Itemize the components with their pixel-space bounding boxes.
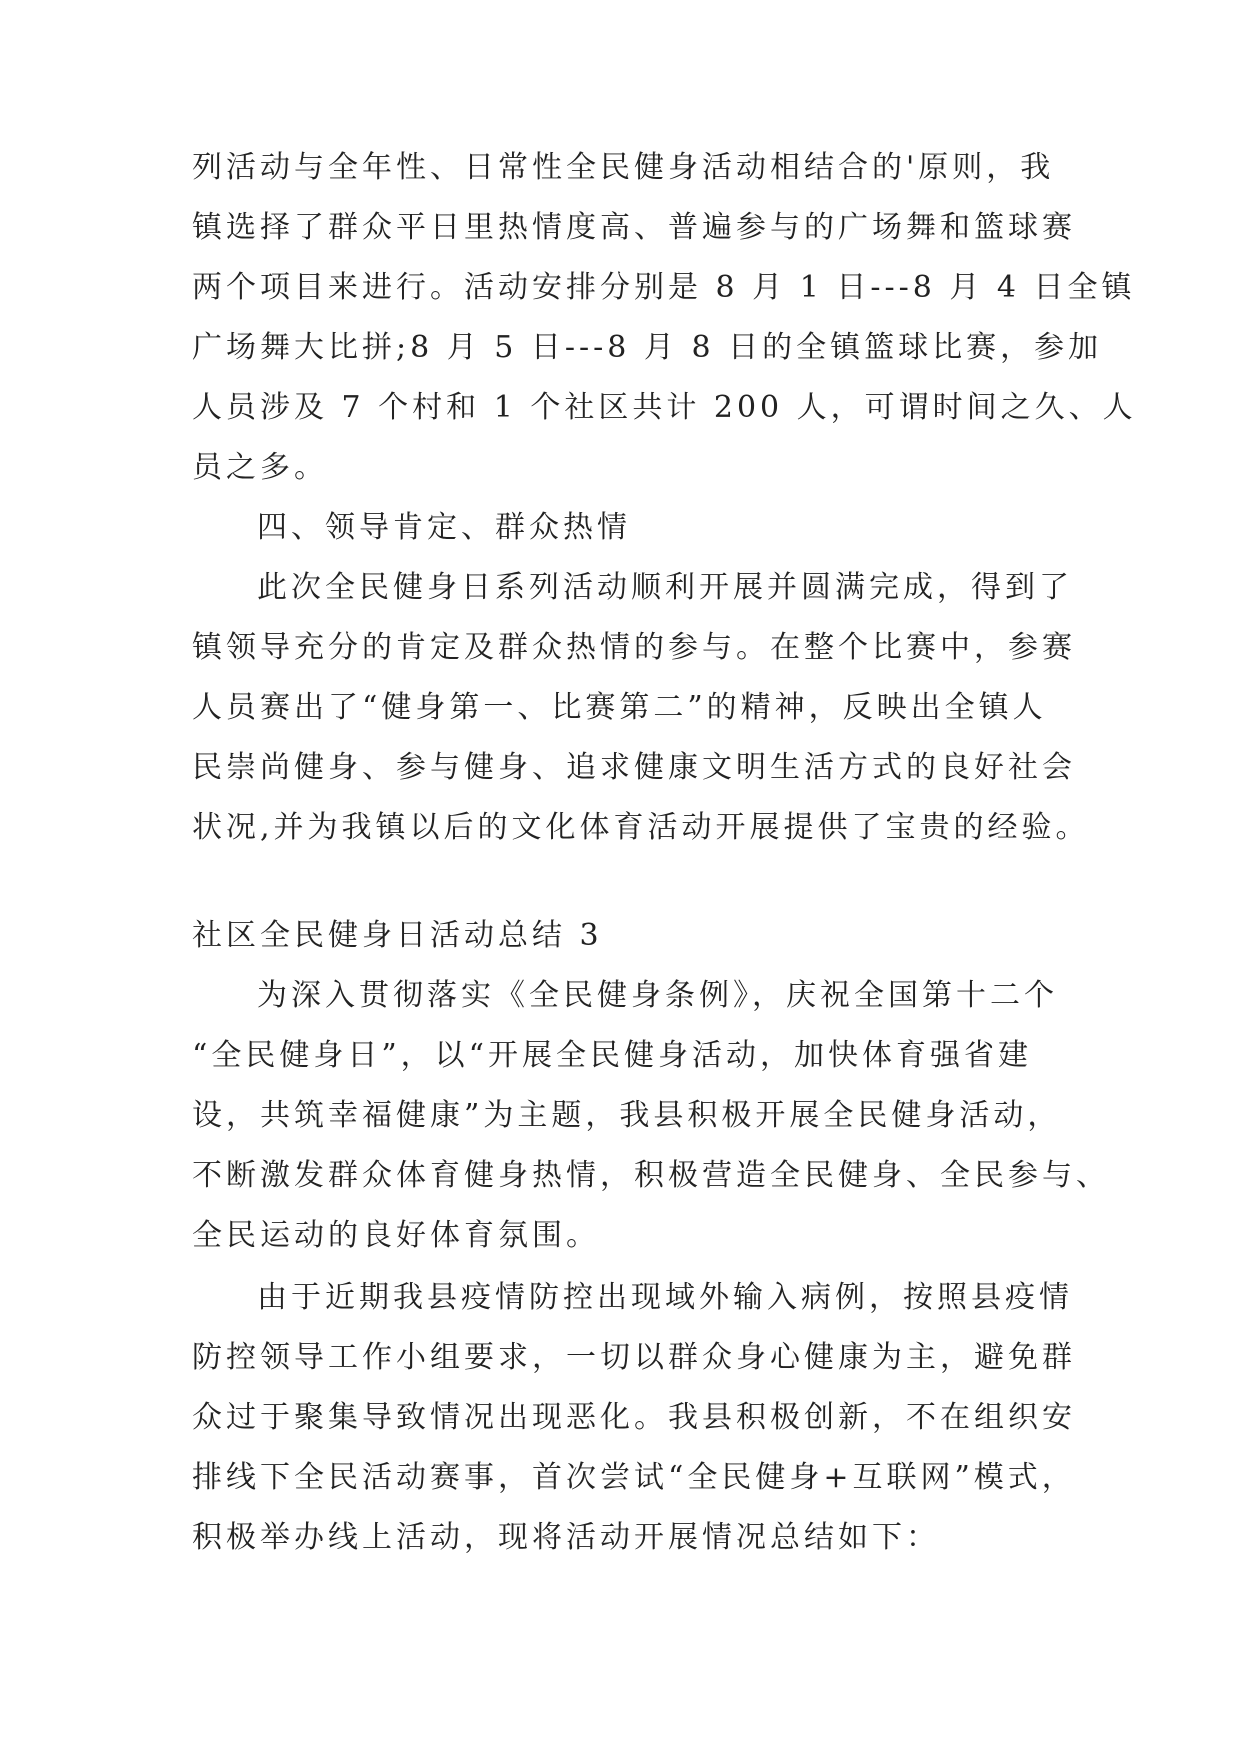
text-line: 防控领导工作小组要求，一切以群众身心健康为主，避免群: [192, 1340, 1076, 1375]
text-line: 镇选择了群众平日里热情度高、普遍参与的广场舞和篮球赛: [192, 210, 1076, 245]
text-line: 状况,并为我镇以后的文化体育活动开展提供了宝贵的经验。: [192, 810, 1090, 845]
text-line: “全民健身日”，以“开展全民健身活动，加快体育强省建: [192, 1038, 1033, 1073]
text-line: 众过于聚集导致情况出现恶化。我县积极创新，不在组织安: [192, 1400, 1076, 1435]
text-line: 人员涉及 7 个村和 1 个社区共计 200 人，可谓时间之久、人: [192, 390, 1137, 425]
text-line: 积极举办线上活动，现将活动开展情况总结如下：: [192, 1520, 940, 1555]
text-line: 全民运动的良好体育氛围。: [192, 1218, 600, 1253]
text-line: 设，共筑幸福健康”为主题，我县积极开展全民健身活动，: [192, 1098, 1062, 1133]
text-line: 列活动与全年性、日常性全民健身活动相结合的'原则，我: [192, 150, 1055, 185]
article-title: 社区全民健身日活动总结 3: [192, 918, 603, 953]
text-line: 两个项目来进行。活动安排分别是 8 月 1 日---8 月 4 日全镇: [192, 270, 1136, 305]
text-line: 人员赛出了“健身第一、比赛第二”的精神，反映出全镇人: [192, 690, 1047, 725]
section-heading: 四、领导肯定、群众热情: [257, 510, 631, 545]
text-line: 为深入贯彻落实《全民健身条例》，庆祝全国第十二个: [257, 978, 1058, 1013]
text-line: 由于近期我县疫情防控出现域外输入病例，按照县疫情: [257, 1280, 1073, 1315]
text-line: 民崇尚健身、参与健身、追求健康文明生活方式的良好社会: [192, 750, 1076, 785]
text-line: 员之多。: [192, 450, 328, 485]
text-line: 不断激发群众体育健身热情，积极营造全民健身、全民参与、: [192, 1158, 1110, 1193]
text-line: 广场舞大比拼;8 月 5 日---8 月 8 日的全镇篮球比赛，参加: [192, 330, 1103, 365]
text-line: 镇领导充分的肯定及群众热情的参与。在整个比赛中，参赛: [192, 630, 1076, 665]
text-line: 此次全民健身日系列活动顺利开展并圆满完成，得到了: [257, 570, 1073, 605]
text-line: 排线下全民活动赛事，首次尝试“全民健身+互联网”模式，: [192, 1460, 1076, 1495]
